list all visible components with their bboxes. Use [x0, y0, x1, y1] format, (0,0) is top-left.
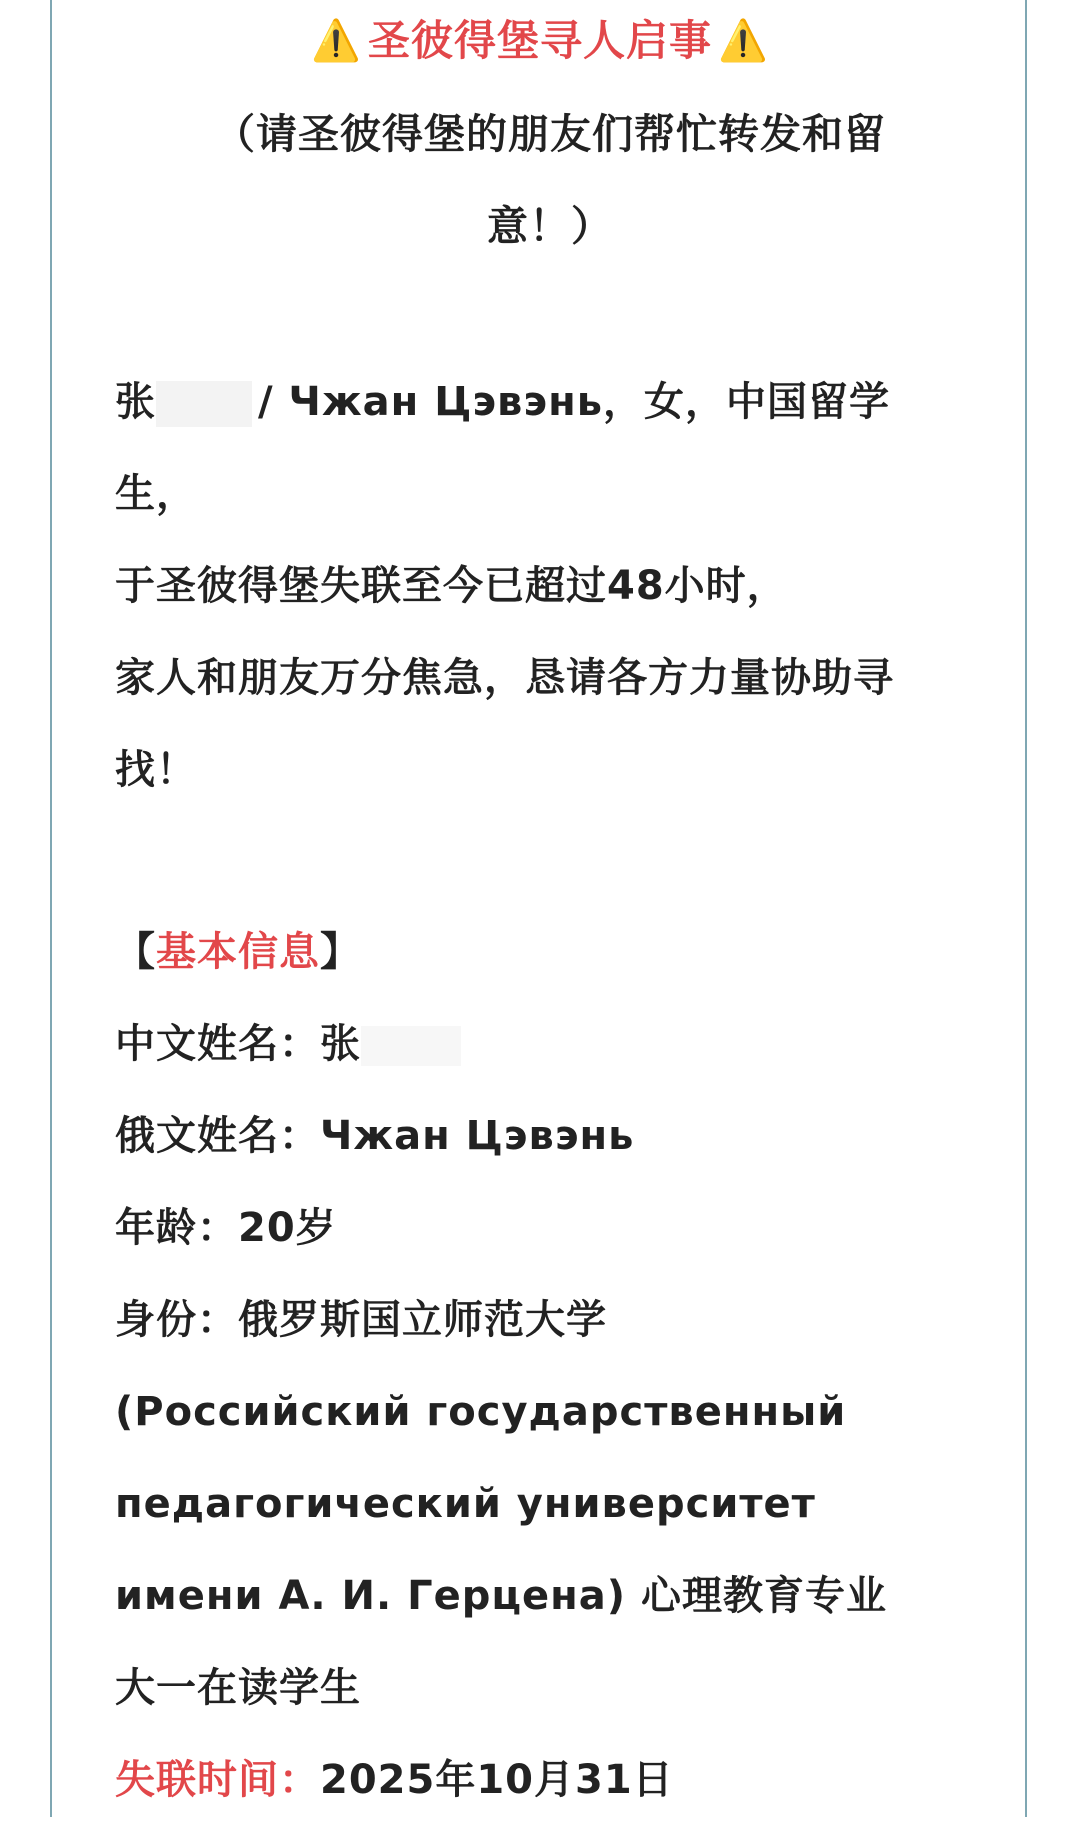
name-prefix: 张: [115, 379, 156, 425]
missing-time-row: [115, 1734, 965, 1826]
identity-line-1: 俄罗斯国立师范大学: [238, 1297, 607, 1343]
identity-label: 身份：: [115, 1297, 238, 1343]
heading-close-bracket: 】: [320, 929, 361, 975]
intro-paragraph: [115, 356, 965, 816]
intro-line-2: 于圣彼得堡失联至今已超过48小时，: [115, 563, 788, 609]
redacted-name: [156, 381, 252, 427]
identity-line-2: (Российский государственный: [115, 1389, 847, 1435]
identity-row: [115, 1274, 965, 1366]
identity-line-4: имени А. И. Герцена) 心理教育专业: [115, 1573, 887, 1619]
missing-time-label: 失联时间：: [115, 1757, 320, 1803]
title-text: 圣彼得堡寻人启事: [367, 15, 712, 65]
ru-name-label: 俄文姓名：: [115, 1113, 320, 1159]
cn-name-value: 张: [320, 1021, 361, 1067]
cn-name-row: [115, 998, 965, 1090]
heading-open-bracket: 【: [115, 929, 156, 975]
left-border-line: [50, 0, 52, 1817]
intro-line-1: [115, 356, 965, 540]
age-value: 20岁: [238, 1205, 337, 1251]
age-label: 年龄：: [115, 1205, 238, 1251]
missing-time-value: 2025年10月31日: [320, 1757, 674, 1803]
name-rest: / Чжан Цэвэнь，女，中国留学生，: [115, 379, 890, 517]
ru-name-value: Чжан Цэвэнь: [320, 1113, 635, 1159]
cn-name-label: 中文姓名：: [115, 1021, 320, 1067]
age-row: [115, 1182, 965, 1274]
identity-line-5: 大一在读学生: [115, 1665, 361, 1711]
intro-line-3: 家人和朋友万分焦急，恳请各方力量协助寻找！: [115, 655, 894, 793]
identity-line-3: педагогический университет: [115, 1481, 816, 1527]
notice-subtitle: （请圣彼得堡的朋友们帮忙转发和留意！）: [214, 110, 886, 250]
warning-icon: ⚠️: [311, 17, 362, 64]
basic-info-section: [115, 906, 965, 1826]
right-border-line: [1025, 0, 1027, 1817]
section-heading: [115, 906, 965, 998]
ru-name-row: [115, 1090, 965, 1182]
heading-text: 基本信息: [156, 929, 320, 975]
warning-icon: ⚠️: [718, 17, 769, 64]
notice-title: [0, 6, 1080, 73]
redacted-cn-name: [361, 1026, 461, 1066]
